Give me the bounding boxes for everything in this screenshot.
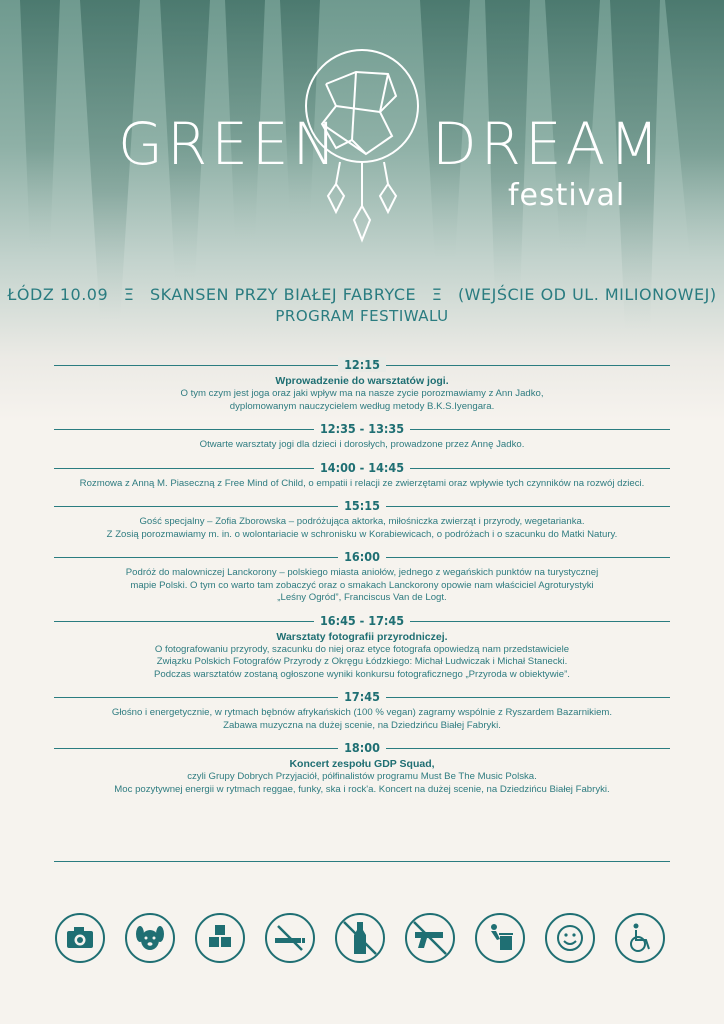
program-title: PROGRAM FESTIWALU: [275, 307, 449, 325]
location-date: ŁÓDZ 10.09: [7, 285, 109, 304]
program-item: [54, 497, 670, 548]
program-time: 17:45: [338, 689, 386, 704]
blocks-icon: [194, 912, 246, 964]
program-item: [54, 548, 670, 612]
program-time: 12:35 - 13:35: [314, 421, 410, 436]
program-description-line: dyplomowanym nauczycielem według metody B.K.S.Iyengara.: [229, 400, 495, 412]
time-divider: [54, 548, 670, 566]
program-time: 12:15: [338, 357, 386, 372]
program-description-line: Głośno i energetycznie, w rytmach bębnów afrykańskich (100 % vegan) zagramy wspólnie z Ryszardem Bazarnikiem.: [111, 707, 613, 718]
logo-subtitle: festival: [508, 178, 626, 213]
program-time: 16:45 - 17:45: [314, 613, 410, 628]
program-description-line: Zabawa muzyczna na dużej scenie, na Dziedzińcu Białej Fabryki.: [223, 719, 501, 731]
program-description-line: Podczas warsztatów zostaną ogłoszone wyniki konkursu fotograficznego „Przyroda w obiektywie”.: [154, 668, 570, 680]
no-smoking-icon: [264, 912, 316, 964]
program-item: [54, 420, 670, 459]
time-divider: [54, 688, 670, 706]
program-title-text: Wprowadzenie do warsztatów jogi.: [275, 375, 449, 387]
separator-glyph: Ξ: [431, 285, 443, 304]
program-schedule: [54, 356, 670, 796]
program-item: [54, 356, 670, 420]
no-weapons-icon: [404, 912, 456, 964]
program-description-line: Rozmowa z Anną M. Piaseczną z Free Mind of Child, o empatii i relacji ze zwierzętami oraz wpływie tych czynników na rozwój dzieci.: [79, 477, 645, 489]
program-item: [54, 688, 670, 739]
program-title-text: Warsztaty fotografii przyrodniczej.: [276, 630, 448, 643]
program-time: 18:00: [338, 740, 386, 755]
program-description-line: czyli Grupy Dobrych Przyjaciół, półfinalistów programu Must Be The Music Polska.: [187, 771, 537, 782]
dog-icon: [124, 912, 176, 964]
program-item: [54, 612, 670, 689]
venue: SKANSEN PRZY BIAŁEJ FABRYCE: [149, 285, 417, 304]
program-description-line: O tym czym jest joga oraz jaki wpływ ma na nasze zycie porozmawiamy z Ann Jadko,: [180, 388, 544, 399]
time-divider: [54, 612, 670, 630]
program-item: [54, 459, 670, 498]
wheelchair-icon: [614, 912, 666, 964]
logo-word-green: GREEN: [118, 110, 340, 178]
program-description-line: Moc pozytywnej energii w rytmach reggae, funky, ska i rock'a. Koncert na dużej scenie, na Dziedzińcu Białej Fabryki.: [114, 783, 610, 795]
event-info-line: [0, 285, 724, 304]
program-description-line: „Leśny Ogród”, Franciscus Van de Logt.: [277, 592, 447, 603]
separator-glyph: Ξ: [123, 285, 135, 304]
program-description-line: Z Zosią porozmawiamy m. in. o wolontariacie w schronisku w Korabiewicach, o podróżach i o szacunku do Matki Natury.: [106, 528, 618, 540]
program-time: 15:15: [338, 498, 386, 513]
dreamcatcher-globe-icon: [296, 44, 428, 249]
program-title-text: Koncert zespołu GDP Squad,: [289, 758, 435, 770]
program-description-line: Podróż do malowniczej Lanckorony – polskiego miasta aniołów, jednego z wegańskich punktów na turystycznej: [125, 567, 599, 578]
program-item: [54, 739, 670, 796]
logo-word-dream: DREAM: [432, 110, 664, 178]
program-description-line: mapie Polski. O tym co warto tam zobaczyć oraz o smakach Lanckorony opowie nam właściciel Agroturystyki: [130, 579, 594, 591]
program-description-line: Gość specjalny – Zofia Zborowska – podróżująca aktorka, miłośniczka zwierząt i przyrody, wegetarianka.: [139, 516, 585, 527]
trash-bin-icon: [474, 912, 526, 964]
time-divider: [54, 356, 670, 374]
program-description-line: Otwarte warsztaty jogi dla dzieci i dorosłych, prowadzone przez Annę Jadko.: [199, 439, 525, 450]
time-divider: [54, 739, 670, 757]
entrance-info: (WEJŚCIE OD UL. MILIONOWEJ): [457, 285, 717, 304]
time-divider: [54, 459, 670, 477]
bottom-divider: [54, 861, 670, 862]
camera-icon: [54, 912, 106, 964]
time-divider: [54, 497, 670, 515]
program-description-line: Związku Polskich Fotografów Przyrody z Okręgu Łódzkiego: Michał Ludwiczak i Michał Stanecki.: [156, 656, 568, 667]
no-alcohol-icon: [334, 912, 386, 964]
program-time: 14:00 - 14:45: [314, 460, 410, 475]
program-time: 16:00: [338, 549, 386, 564]
festival-logo: [0, 40, 724, 250]
time-divider: [54, 420, 670, 438]
program-description-line: O fotografowaniu przyrody, szacunku do niej oraz etyce fotografa opowiedzą nam przedstawiciele: [154, 643, 570, 655]
rules-icons-row: [54, 912, 670, 970]
smiley-icon: [544, 912, 596, 964]
